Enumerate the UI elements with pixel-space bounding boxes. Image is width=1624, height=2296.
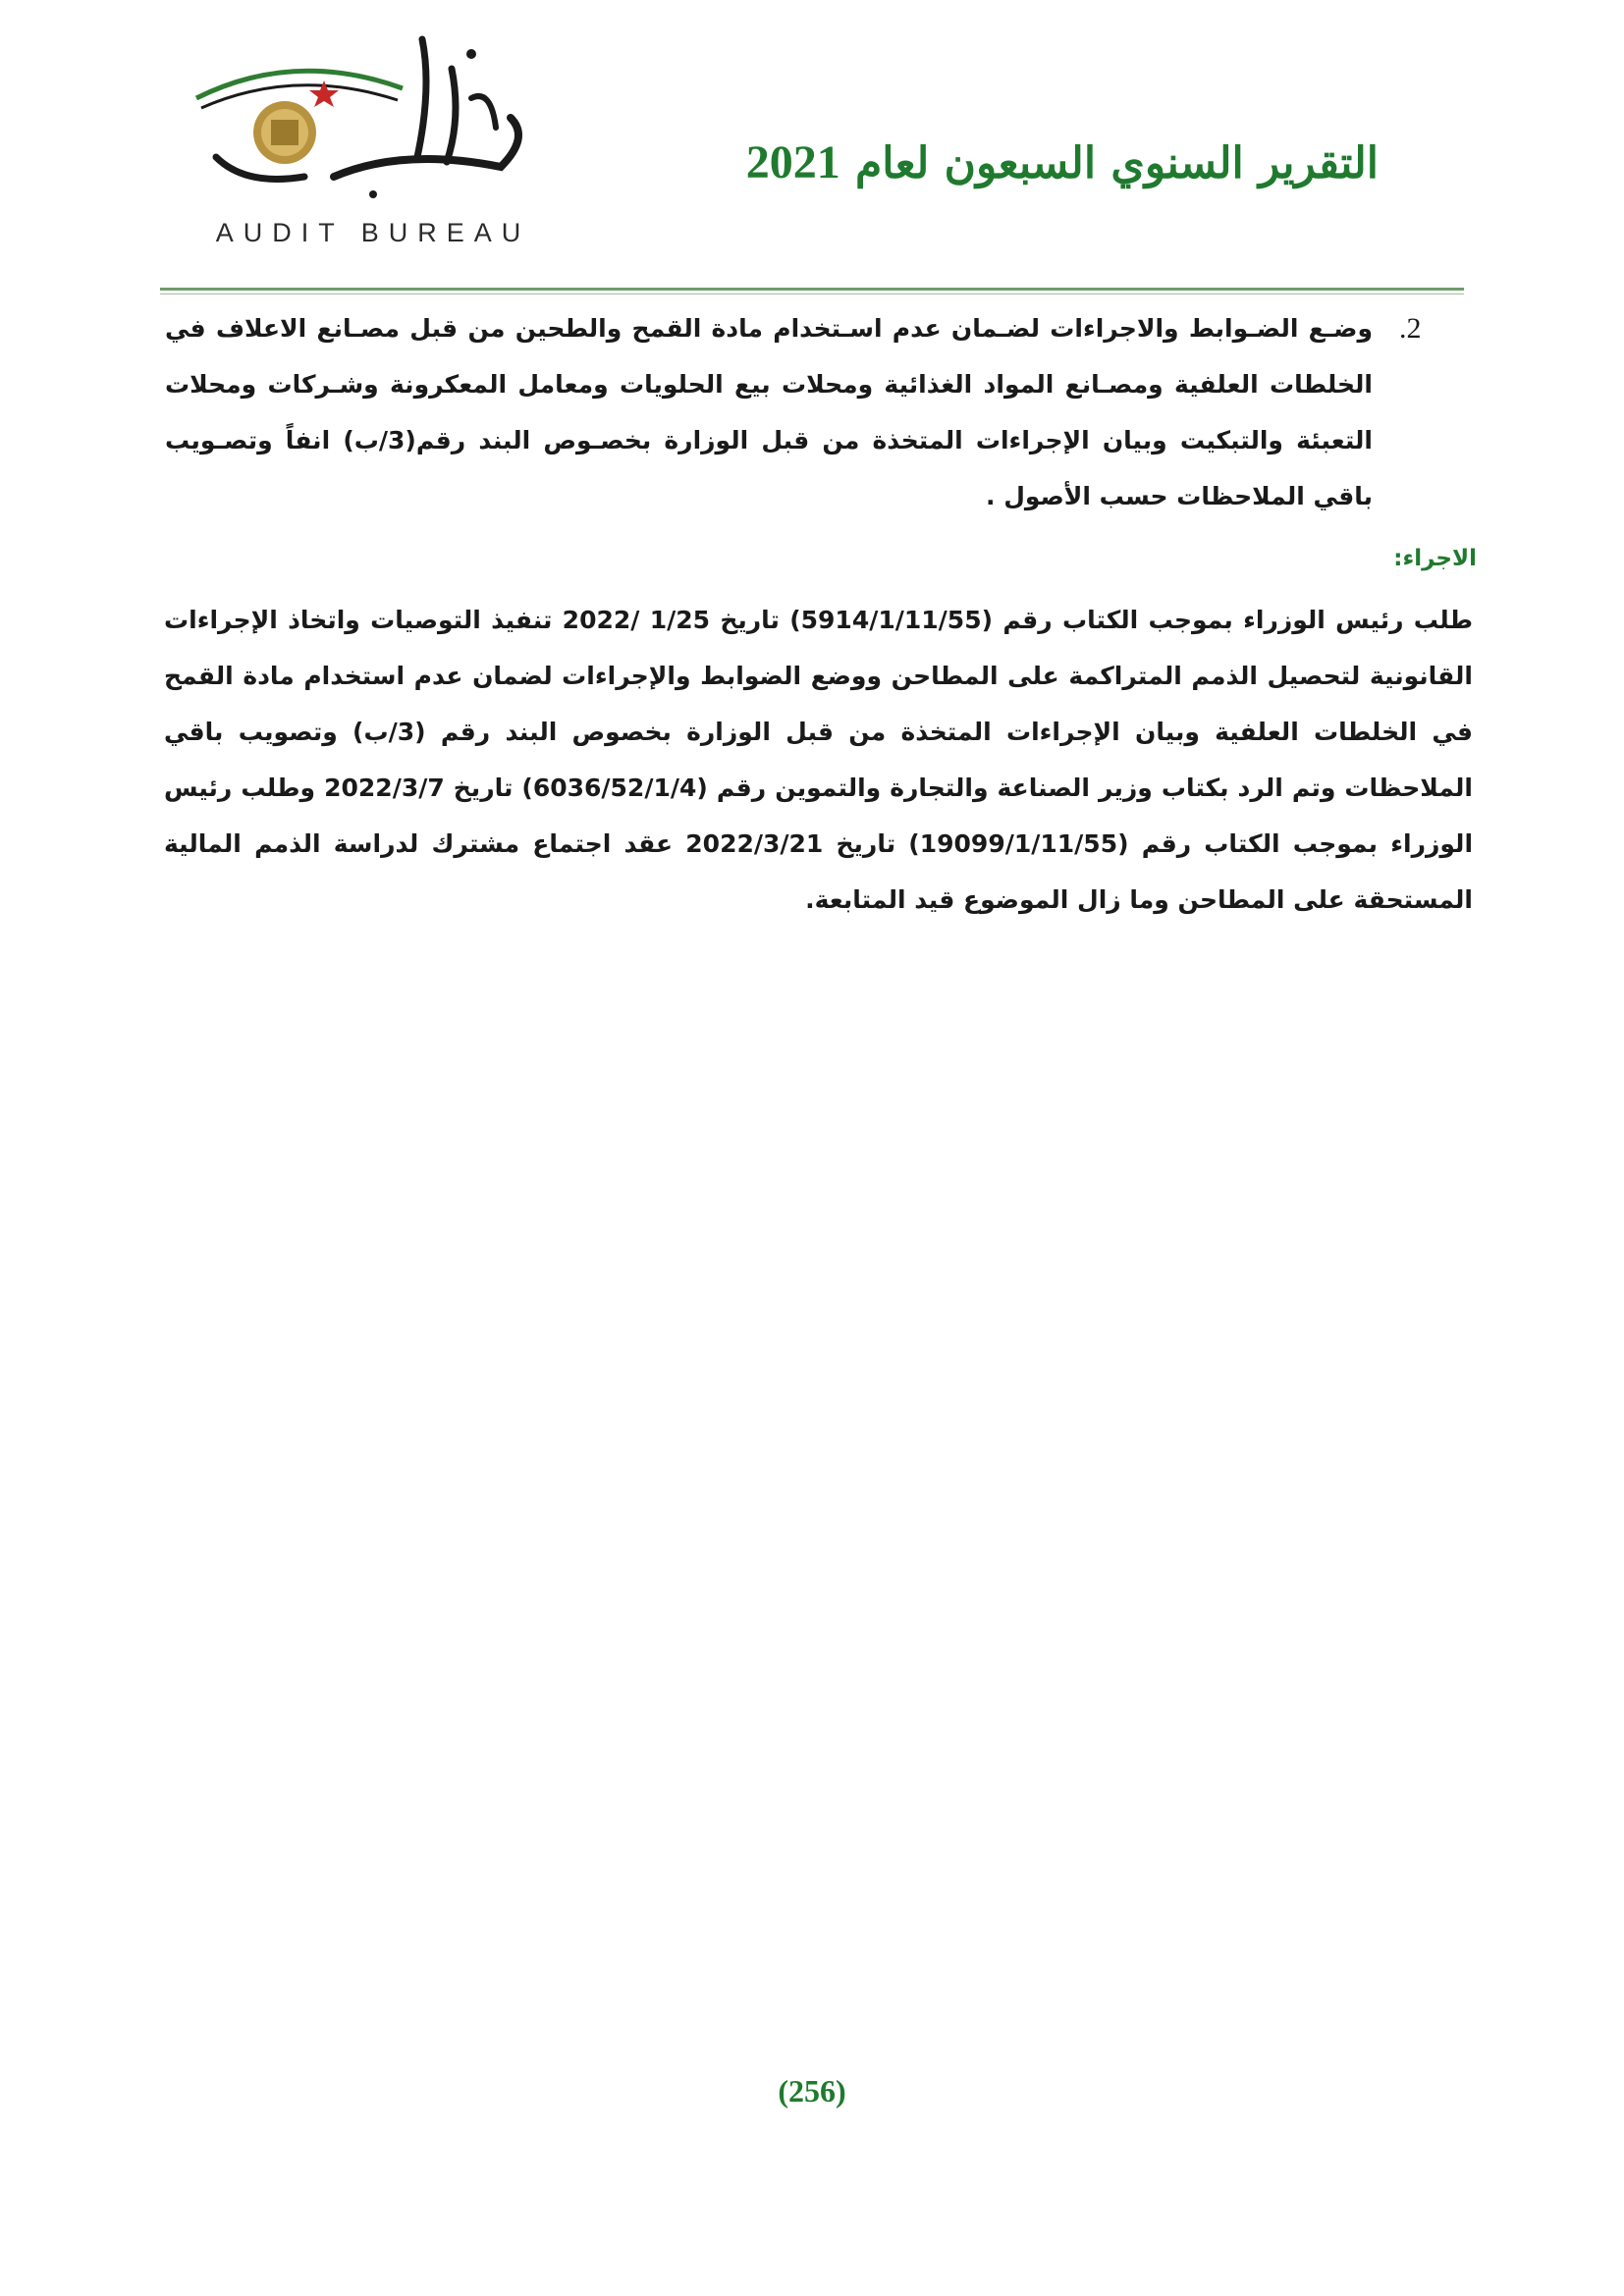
report-title-prefix: التقرير السنوي السبعون لعام [855, 138, 1379, 188]
report-title-year: 2021 [745, 136, 840, 188]
audit-bureau-logo [177, 29, 569, 260]
recommendation-number: .2 [1399, 312, 1422, 345]
report-title [746, 135, 1379, 189]
logo-emblem [177, 29, 569, 216]
recommendation-text: وضـع الضـوابط والاجراءات لضـمان عدم اسـتخدام مادة القمح والطحين من قبل مصـانع الاعلاف في الخلطات العلفية ومصـانع المواد الغذائية ومحلات بيع الحلويات ومعامل المعكرونة وشـركات ومحلات التعبئة والتبكيت وبيان الإجراءات المتخذة من قبل الوزارة بخصـوص البند رقم(3/ب) انفاً وتصـويب باقي الملاحظات حسب الأصول . [165, 314, 1373, 510]
action-label: الاجراء: [1393, 546, 1477, 571]
header-divider [160, 288, 1464, 291]
logo-caption: AUDIT BUREAU [215, 218, 531, 247]
page-number: (256) [778, 2073, 846, 2109]
action-text: طلب رئيس الوزراء بموجب الكتاب رقم (5914/1/11/55) تاريخ 1/25 /2022 تنفيذ التوصيات واتخاذ الإجراءات القانونية لتحصيل الذمم المتراكمة على المطاحن ووضع الضوابط والإجراءات لضمان عدم استخدام مادة القمح في الخلطات العلفية وبيان الإجراءات المتخذة من قبل الوزارة بخصوص البند رقم (3/ب) وتصويب باقي الملاحظات وتم الرد بكتاب وزير الصناعة والتجارة والتموين رقم (6036/52/1/4) تاريخ 2022/3/7 وطلب رئيس الوزراء بموجب الكتاب رقم (19099/1/11/55) تاريخ 2022/3/21 عقد اجتماع مشترك لدراسة الذمم المالية المستحقة على المطاحن وما زال الموضوع قيد المتابعة. [164, 606, 1474, 914]
